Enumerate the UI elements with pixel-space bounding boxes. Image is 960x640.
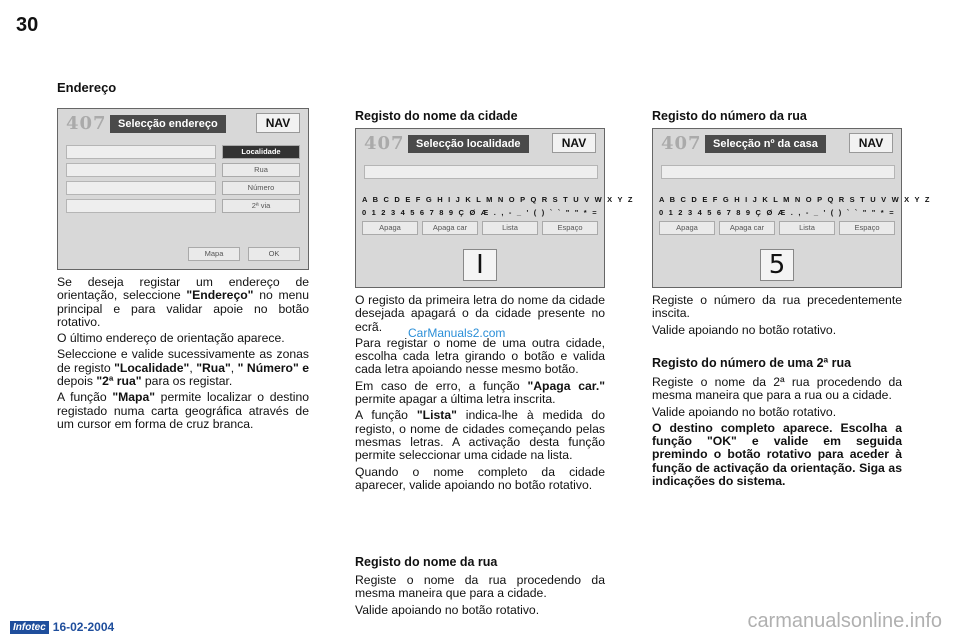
col3-body-2: Registe o nome da 2ª rua procedendo da mesma maneira que para a rua ou a cidade. Valide apoiando no botão rotativo. O destino completo aparece. Escolha a função "OK" e valide em seguida premindo o botão rotativo para aceder à função de activação da orientação. Siga as indicações do sistema.: [652, 375, 902, 489]
delete-char-button: Apaga car: [422, 221, 478, 235]
heading-city-name: Registo do nome da cidade: [355, 109, 518, 123]
page-number: 30: [16, 14, 39, 36]
footer: [10, 620, 114, 634]
number-entry-field: [661, 165, 895, 179]
space-button: Espaço: [542, 221, 598, 235]
model-logo: 407: [661, 133, 702, 154]
screen-title: Selecção localidade: [408, 135, 529, 153]
ok-button: OK: [248, 247, 300, 261]
watermark: CarManuals2.com: [408, 326, 506, 340]
delete-button: Apaga: [362, 221, 418, 235]
delete-char-button: Apaga car: [719, 221, 775, 235]
heading-street-number: Registo do número da rua: [652, 109, 807, 123]
menu-locality: Localidade: [222, 145, 300, 159]
nav-label: NAV: [256, 113, 300, 133]
keyboard-digits: 0 1 2 3 4 5 6 7 8 9 Ç Ø Æ . , - _ ' ( ) ` ` " " * =: [659, 208, 896, 217]
nav-label: NAV: [552, 133, 596, 153]
brand-logo: Infotec: [10, 621, 49, 634]
col1-body: Se deseja registar um endereço de orientação, seleccione "Endereço" no menu principal e para validar apoie no botão rotativo. O último endereço de orientação aparece. Seleccione e valide sucessivamente as zonas de registo "Localidade", "Rua", " Número" e depois "2ª rua" para os registar. A função "Mapa" permite localizar o destino registado numa carta geográfica através de um cursor em forma de cruz branca.: [57, 275, 310, 431]
list-button: Lista: [482, 221, 538, 235]
field-number: [66, 181, 216, 195]
delete-button: Apaga: [659, 221, 715, 235]
col2-body-2: Registe o nome da rua procedendo da mesma maneira que para a cidade. Valide apoiando no botão rotativo.: [355, 573, 605, 617]
field-locality: [66, 145, 216, 159]
city-entry-field: [364, 165, 598, 179]
keyboard-digits: 0 1 2 3 4 5 6 7 8 9 Ç Ø Æ . , - _ ' ( ) ` ` " " * =: [362, 208, 599, 217]
selected-char: I: [463, 249, 497, 281]
menu-number: Número: [222, 181, 300, 195]
heading-second-street-number: Registo do número de uma 2ª rua: [652, 356, 852, 370]
field-second-street: [66, 199, 216, 213]
col2-body: O registo da primeira letra do nome da cidade desejada apagará o da cidade presente no ecrã. Para registar o nome de uma outra cidade, escolha cada letra girando o botão e valida cada letra apoiando nesse mesmo botão. Em caso de erro, a função "Apaga car." permite apagar a última letra inscrita. A função "Lista" indica-lhe à medida do registo, o nome de cidades começando pelas mesmas letras. A activação desta função permite seleccionar uma cidade na lista. Quando o nome completo da cidade aparecer, valide apoiando no botão rotativo.: [355, 293, 606, 492]
menu-second-street: 2ª via: [222, 199, 300, 213]
heading-endereco: Endereço: [57, 80, 117, 95]
model-logo: 407: [66, 113, 107, 134]
heading-street-name: Registo do nome da rua: [355, 555, 498, 569]
site-watermark: carmanualsonline.info: [747, 610, 942, 632]
keyboard-letters: A B C D E F G H I J K L M N O P Q R S T U V W X Y Z: [362, 195, 635, 204]
col3-body: Registe o número da rua precedentemente inscita. Valide apoiando no botão rotativo.: [652, 293, 902, 337]
list-button: Lista: [779, 221, 835, 235]
nav-label: NAV: [849, 133, 893, 153]
screen-title: Selecção nº da casa: [705, 135, 826, 153]
menu-street: Rua: [222, 163, 300, 177]
model-logo: 407: [364, 133, 405, 154]
screen-address-selection: [57, 108, 309, 270]
screen-house-number: [652, 128, 932, 288]
screen-title: Selecção endereço: [110, 115, 226, 133]
print-date: 16-02-2004: [52, 620, 115, 634]
screen-city-selection: [355, 128, 635, 288]
keyboard-letters: A B C D E F G H I J K L M N O P Q R S T U V W X Y Z: [659, 195, 932, 204]
selected-char: 5: [760, 249, 794, 281]
field-street: [66, 163, 216, 177]
map-button: Mapa: [188, 247, 240, 261]
space-button: Espaço: [839, 221, 895, 235]
